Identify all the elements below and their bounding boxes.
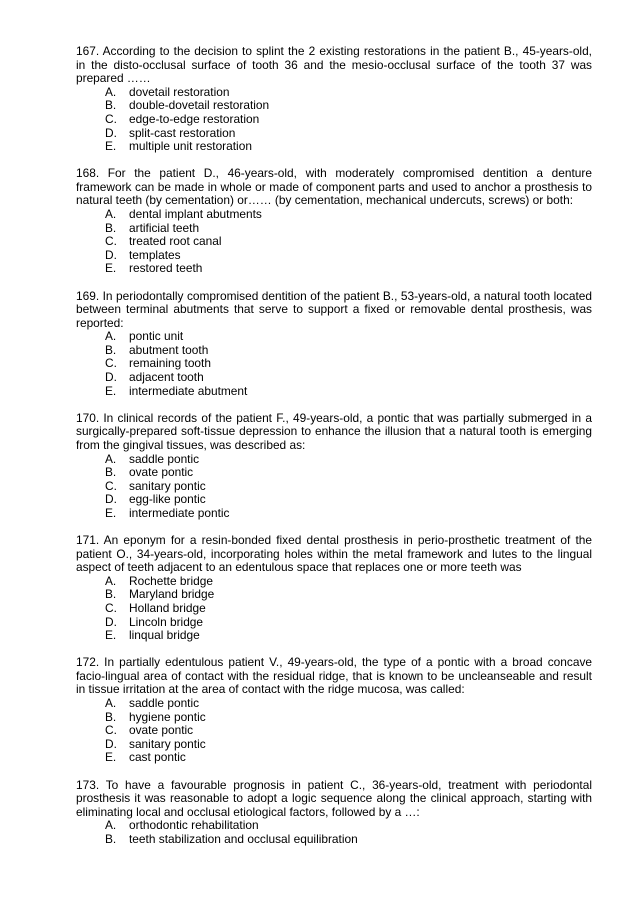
question-stem: 170. In clinical records of the patient F., 49-years-old, a pontic that was partially submerged in a surgically-prepared soft-tissue depression to enhance the illusion that a natural tooth is emerging from the gingival tissues, was described as: xyxy=(76,410,592,452)
option-text: sanitary pontic xyxy=(129,736,206,751)
option-letter: A. xyxy=(105,84,117,99)
option-text: Holland bridge xyxy=(129,600,206,615)
option-text: dental implant abutments xyxy=(129,207,262,222)
answer-options xyxy=(76,330,592,398)
option-text: saddle pontic xyxy=(129,696,200,711)
option-letter: E. xyxy=(105,139,117,154)
option-text: edge-to-edge restoration xyxy=(129,111,260,126)
question-stem: 169. In periodontally compromised dentition of the patient B., 53-years-old, a natural tooth located between terminal abutments that serve to support a fixed or removable dental prosthesis, was reported: xyxy=(76,288,592,330)
option-letter: E. xyxy=(105,628,117,643)
answer-option xyxy=(76,99,592,113)
option-letter: D. xyxy=(105,492,117,507)
answer-option xyxy=(76,629,592,643)
option-letter: E. xyxy=(105,383,117,398)
option-text: saddle pontic xyxy=(129,451,200,466)
option-text: teeth stabilization and occlusal equilibration xyxy=(129,831,358,846)
option-text: artificial teeth xyxy=(129,220,200,235)
answer-option xyxy=(76,330,592,344)
option-text: restored teeth xyxy=(129,261,203,276)
answer-option xyxy=(76,385,592,399)
answer-option xyxy=(76,113,592,127)
answer-option xyxy=(76,453,592,467)
option-text: intermediate pontic xyxy=(129,505,230,520)
answer-option xyxy=(76,738,592,752)
answer-option xyxy=(76,616,592,630)
question-stem: 167. According to the decision to splint the 2 existing restorations in the patient B., 45-years-old, in the disto-occlusal surface of tooth 36 and the mesio-occlusal surface of the tooth 37 was prepared …… xyxy=(76,44,592,86)
answer-option xyxy=(76,466,592,480)
option-text: double-dovetail restoration xyxy=(129,98,270,113)
answer-option xyxy=(76,480,592,494)
answer-option xyxy=(76,588,592,602)
question-block xyxy=(76,412,592,521)
option-letter: B. xyxy=(105,98,117,113)
answer-option xyxy=(76,493,592,507)
question-block xyxy=(76,534,592,643)
question-block xyxy=(76,167,592,276)
option-letter: B. xyxy=(105,709,117,724)
question-stem: 173. To have a favourable prognosis in patient C., 36-years-old, treatment with periodontal prosthesis it was reasonable to adopt a logic sequence along the clinical approach, starting with eliminating local and occlusal etiological factors, followed by a …: xyxy=(76,777,592,819)
option-text: Maryland bridge xyxy=(129,587,215,602)
option-letter: E. xyxy=(105,261,117,276)
option-text: Lincoln bridge xyxy=(129,614,204,629)
option-text: linqual bridge xyxy=(129,628,200,643)
question-block xyxy=(76,779,592,847)
answer-option xyxy=(76,724,592,738)
option-text: adjacent tooth xyxy=(129,370,204,385)
option-text: ovate pontic xyxy=(129,723,194,738)
option-letter: D. xyxy=(105,736,117,751)
option-letter: D. xyxy=(105,247,117,262)
option-letter: A. xyxy=(105,818,117,833)
answer-option xyxy=(76,86,592,100)
option-letter: E. xyxy=(105,750,117,765)
answer-option xyxy=(76,127,592,141)
option-text: templates xyxy=(129,247,181,262)
answer-options xyxy=(76,453,592,521)
option-letter: E. xyxy=(105,505,117,520)
option-text: split-cast restoration xyxy=(129,125,236,140)
option-letter: C. xyxy=(105,478,117,493)
option-text: pontic unit xyxy=(129,329,184,344)
answer-option xyxy=(76,344,592,358)
option-letter: B. xyxy=(105,342,117,357)
option-text: Rochette bridge xyxy=(129,573,213,588)
option-text: multiple unit restoration xyxy=(129,139,252,154)
option-letter: C. xyxy=(105,723,117,738)
option-letter: A. xyxy=(105,451,117,466)
document-page xyxy=(76,45,592,860)
answer-options xyxy=(76,208,592,276)
option-letter: C. xyxy=(105,600,117,615)
answer-option xyxy=(76,222,592,236)
option-text: abutment tooth xyxy=(129,342,209,357)
option-letter: A. xyxy=(105,573,117,588)
answer-option xyxy=(76,208,592,222)
option-letter: C. xyxy=(105,356,117,371)
option-text: treated root canal xyxy=(129,234,222,249)
option-text: ovate pontic xyxy=(129,465,194,480)
option-text: egg-like pontic xyxy=(129,492,206,507)
answer-option xyxy=(76,235,592,249)
question-stem: 168. For the patient D., 46-years-old, with moderately compromised dentition a denture framework can be made in whole or made of component parts and used to anchor a prosthesis to natural teeth (by cementation) or…… (by cementation, mechanical undercuts, screws) or both: xyxy=(76,166,592,208)
answer-options xyxy=(76,819,592,846)
answer-option xyxy=(76,819,592,833)
option-letter: B. xyxy=(105,831,117,846)
question-block xyxy=(76,45,592,154)
option-letter: C. xyxy=(105,234,117,249)
option-letter: B. xyxy=(105,587,117,602)
question-stem: 171. An eponym for a resin-bonded fixed dental prosthesis in perio-prosthetic treatment of the patient O., 34-years-old, incorporating holes within the metal framework and lutes to the lingual aspect of teeth adjacent to an edentulous space that replaces one or more teeth was xyxy=(76,533,592,575)
answer-option xyxy=(76,602,592,616)
answer-option xyxy=(76,751,592,765)
option-letter: A. xyxy=(105,696,117,711)
answer-option xyxy=(76,249,592,263)
question-block xyxy=(76,290,592,399)
answer-option xyxy=(76,711,592,725)
option-text: intermediate abutment xyxy=(129,383,248,398)
answer-option xyxy=(76,697,592,711)
option-letter: A. xyxy=(105,207,117,222)
answer-option xyxy=(76,140,592,154)
option-letter: C. xyxy=(105,111,117,126)
answer-option xyxy=(76,371,592,385)
option-text: hygiene pontic xyxy=(129,709,206,724)
option-text: remaining tooth xyxy=(129,356,211,371)
option-letter: D. xyxy=(105,125,117,140)
answer-options xyxy=(76,575,592,643)
question-stem: 172. In partially edentulous patient V., 49-years-old, the type of a pontic with a broad concave facio-lingual area of contact with the residual ridge, that is known to be uncleanseable and result in tissue irritation at the area of contact with the ridge mucosa, was called: xyxy=(76,655,592,697)
option-letter: D. xyxy=(105,614,117,629)
question-block xyxy=(76,656,592,765)
answer-option xyxy=(76,262,592,276)
option-text: dovetail restoration xyxy=(129,84,230,99)
answer-option xyxy=(76,575,592,589)
answer-option xyxy=(76,357,592,371)
option-letter: A. xyxy=(105,329,117,344)
answer-options xyxy=(76,697,592,765)
answer-option xyxy=(76,833,592,847)
option-text: cast pontic xyxy=(129,750,186,765)
option-text: orthodontic rehabilitation xyxy=(129,818,259,833)
answer-options xyxy=(76,86,592,154)
option-letter: B. xyxy=(105,220,117,235)
option-text: sanitary pontic xyxy=(129,478,206,493)
option-letter: D. xyxy=(105,370,117,385)
option-letter: B. xyxy=(105,465,117,480)
answer-option xyxy=(76,507,592,521)
